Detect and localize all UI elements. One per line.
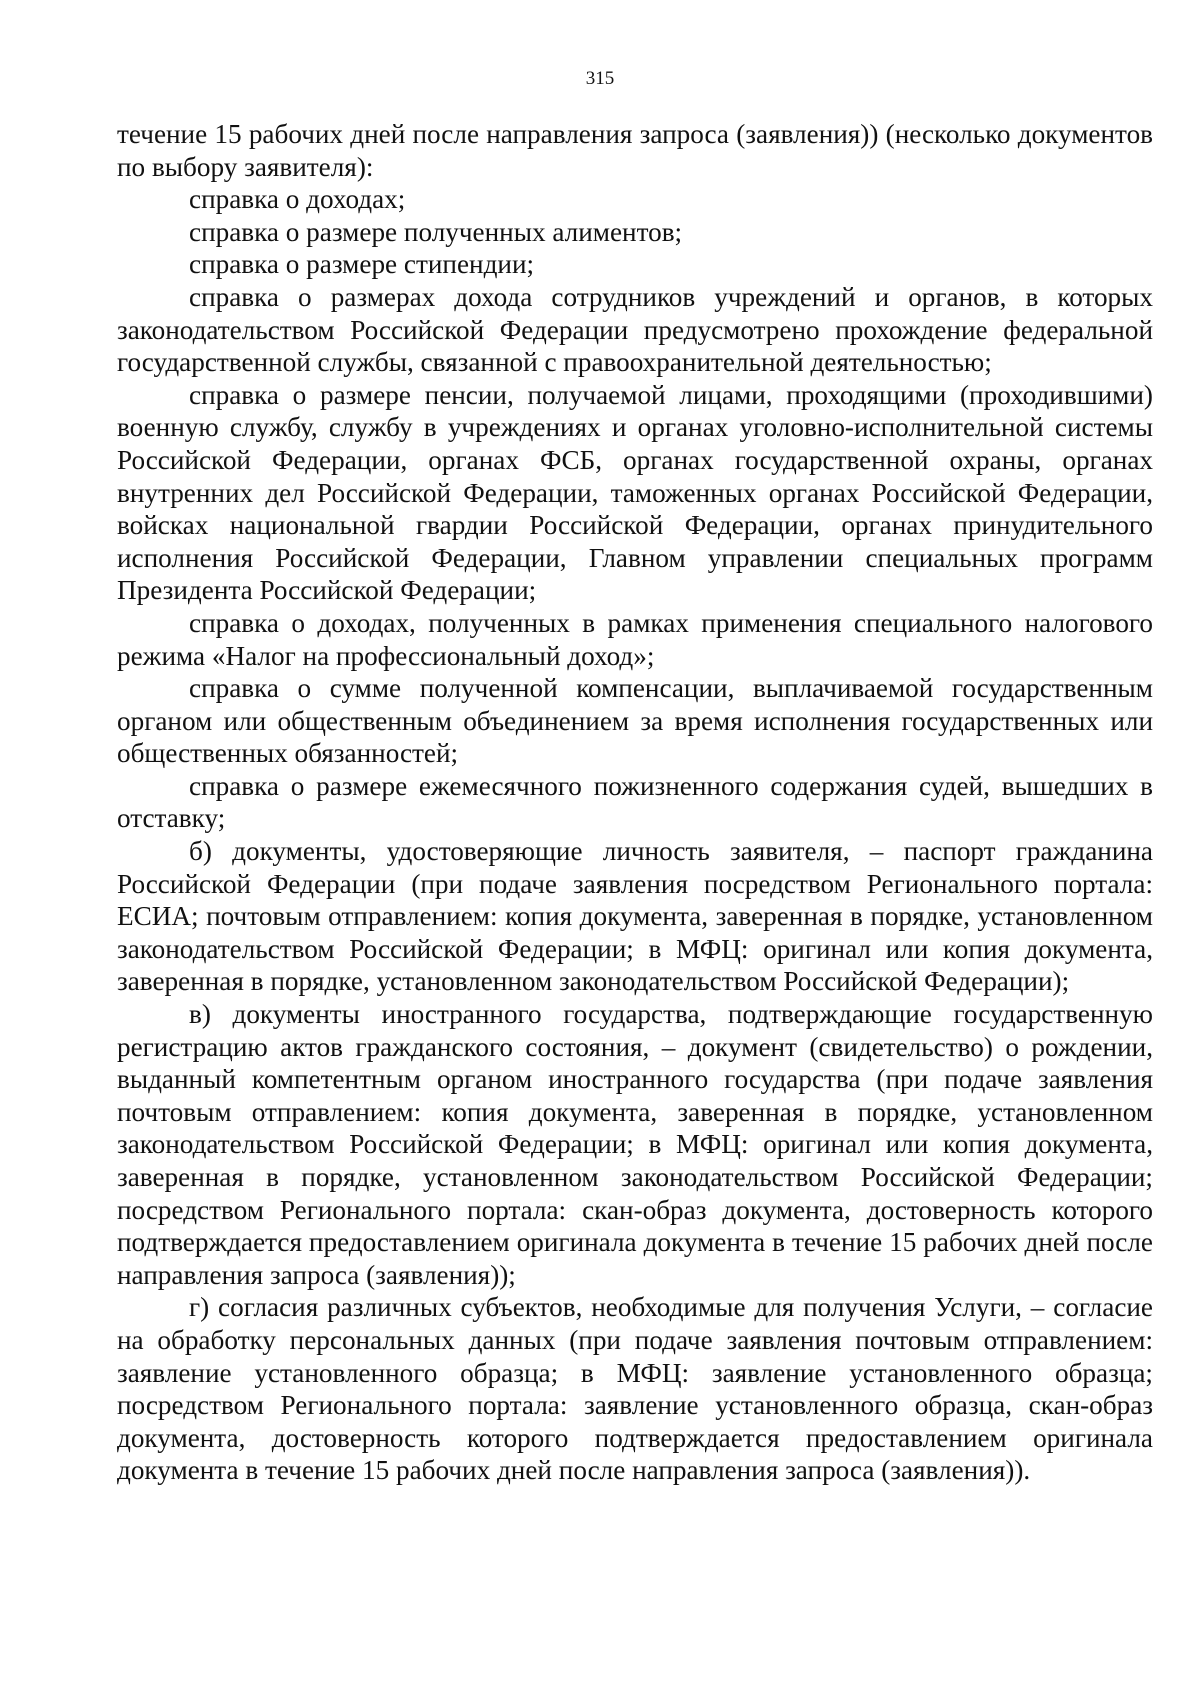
paragraph: справка о доходах;: [189, 184, 406, 215]
paragraph: справка о размере пенсии, получаемой лицами, проходящими (проходившими) военную службу, службу в учреждениях и органах уголовно-исполнительной системы Российской Федерации, органах ФСБ, органах государственной охраны, органах внутренних дел Российской Федерации, таможенных органах Российской Федерации, войсках национальной гвардии Российской Федерации, органах принудительного исполнения Российской Федерации, Главном управлении специальных программ Президента Российской Федерации;: [117, 379, 1153, 606]
document-body: [117, 118, 1153, 1487]
paragraph: течение 15 рабочих дней после направления запроса (заявления)) (несколько документов по выбору заявителя):: [117, 119, 1153, 182]
paragraph: справка о размерах дохода сотрудников учреждений и органов, в которых законодательством Российской Федерации предусмотрено прохождение федеральной государственной службы, связанной с правоохранительной деятельностью;: [117, 281, 1153, 378]
paragraph: справка о сумме полученной компенсации, выплачиваемой государственным органом или общественным объединением за время исполнения государственных или общественных обязанностей;: [117, 673, 1153, 769]
paragraph: справка о доходах, полученных в рамках применения специального налогового режима «Налог на профессиональный доход»;: [117, 607, 1153, 671]
paragraph: б) документы, удостоверяющие личность заявителя, – паспорт гражданина Российской Федерации (при подаче заявления посредством Регионального портала: ЕСИА; почтовым отправлением: копия документа, заверенная в порядке, установленном законодательством Российской Федерации; в МФЦ: оригинал или копия документа, заверенная в порядке, установленном законодательством Российской Федерации);: [117, 836, 1153, 997]
paragraph: справка о размере стипендии;: [189, 249, 535, 280]
page-number: 315: [585, 68, 615, 89]
paragraph: г) согласия различных субъектов, необходимые для получения Услуги, – согласие на обработку персональных данных (при подаче заявления почтовым отправлением: заявление установленного образца; в МФЦ: заявление установленного образца; посредством Регионального портала: заявление установленного образца, скан-образ документа, достоверность которого подтверждается предоставлением оригинала документа в течение 15 рабочих дней после направления запроса (заявления)).: [117, 1292, 1153, 1486]
paragraph: справка о размере ежемесячного пожизненного содержания судей, вышедших в отставку;: [117, 770, 1153, 834]
paragraph: справка о размере полученных алиментов;: [189, 216, 683, 247]
paragraph: в) документы иностранного государства, подтверждающие государственную регистрацию актов гражданского состояния, – документ (свидетельство) о рождении, выданный компетентным органом иностранного государства (при подаче заявления почтовым отправлением: копия документа, заверенная в порядке, установленном законодательством Российской Федерации; в МФЦ: оригинал или копия документа, заверенная в порядке, установленном законодательством Российской Федерации; посредством Регионального портала: скан-образ документа, достоверность которого подтверждается предоставлением оригинала документа в течение 15 рабочих дней после направления запроса (заявления));: [117, 999, 1153, 1290]
